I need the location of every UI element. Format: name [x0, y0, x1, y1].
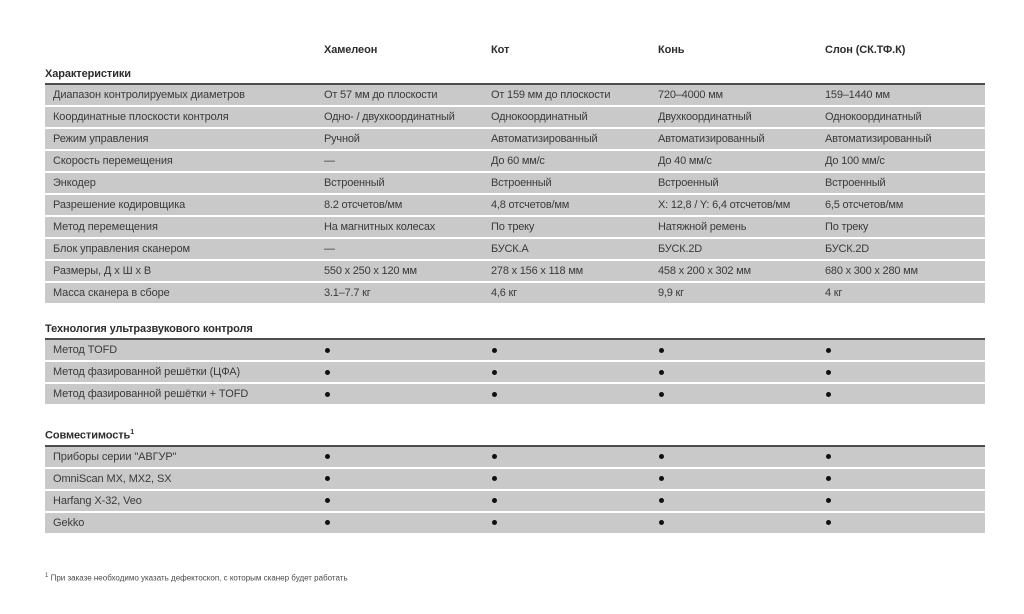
- table-row: [45, 151, 985, 171]
- cell-value: Двухкоординатный: [658, 111, 752, 123]
- cell-value: 278 x 156 x 118 мм: [491, 265, 584, 277]
- table-row: [45, 261, 985, 281]
- section-title: Характеристики: [45, 68, 131, 80]
- section-title-superscript: 1: [130, 429, 134, 436]
- bullet-icon: [492, 392, 497, 397]
- bullet-icon: [492, 454, 497, 459]
- row-label: Метод перемещения: [53, 221, 158, 233]
- bullet-icon: [325, 370, 330, 375]
- table-row: [45, 491, 985, 511]
- table-row: [45, 362, 985, 382]
- row-label: Масса сканера в сборе: [53, 287, 170, 299]
- bullet-icon: [325, 454, 330, 459]
- cell-value: [818, 495, 985, 507]
- cell-value: —: [324, 243, 335, 255]
- row-label: Метод фазированной решётки (ЦФА): [53, 366, 241, 378]
- table-row: [45, 384, 985, 404]
- bullet-icon: [492, 370, 497, 375]
- bullet-icon: [325, 392, 330, 397]
- cell-value: До 60 мм/с: [491, 155, 545, 167]
- row-label: Harfang X-32, Veo: [53, 494, 142, 507]
- cell-value: [818, 473, 985, 485]
- bullet-icon: [826, 370, 831, 375]
- row-label: Блок управления сканером: [53, 243, 190, 255]
- cell-value: От 159 мм до плоскости: [491, 89, 611, 101]
- row-label: Метод фазированной решётки + TOFD: [53, 388, 249, 400]
- table-row: [45, 340, 985, 360]
- cell-value: [484, 473, 651, 485]
- bullet-icon: [492, 520, 497, 525]
- table-row: [45, 129, 985, 149]
- cell-value: По треку: [491, 221, 535, 233]
- cell-value: Одно- / двухкоординатный: [324, 111, 455, 123]
- cell-value: От 57 мм до плоскости: [324, 89, 438, 101]
- bullet-icon: [659, 370, 664, 375]
- bullet-icon: [492, 498, 497, 503]
- table-row: [45, 447, 985, 467]
- bullet-icon: [659, 348, 664, 353]
- table-row: [45, 195, 985, 215]
- footnote-superscript: 1: [45, 572, 49, 579]
- cell-value: [651, 366, 818, 378]
- cell-value: Однокоординатный: [491, 111, 588, 123]
- cell-value: 4 кг: [825, 287, 843, 299]
- row-label: Размеры, Д х Ш х В: [53, 265, 152, 277]
- table-row: [45, 107, 985, 127]
- column-header-kon: Конь: [658, 44, 685, 56]
- cell-value: —: [324, 155, 335, 167]
- cell-value: БУСК.2D: [825, 243, 870, 255]
- column-header-row: [45, 0, 985, 56]
- bullet-icon: [826, 476, 831, 481]
- cell-value: [484, 517, 651, 529]
- corner-spacer: [45, 44, 317, 56]
- cell-value: БУСК.2D: [658, 243, 703, 255]
- cell-value: [317, 473, 484, 485]
- cell-value: Встроенный: [491, 177, 552, 189]
- cell-value: Встроенный: [825, 177, 886, 189]
- bullet-icon: [826, 454, 831, 459]
- section-title: Совместимость$^1$: [45, 429, 134, 442]
- bullet-icon: [659, 520, 664, 525]
- bullet-icon: [659, 476, 664, 481]
- row-label: Диапазон контролируемых диаметров: [53, 89, 245, 101]
- column-header-khameleon: Хамелеон: [324, 44, 378, 56]
- cell-value: [484, 366, 651, 378]
- section-table: [45, 338, 985, 404]
- cell-value: До 40 мм/с: [658, 155, 712, 167]
- cell-value: [484, 344, 651, 356]
- cell-value: 3.1–7.7 кг: [324, 287, 371, 299]
- table-row: [45, 469, 985, 489]
- row-label: Приборы серии "АВГУР": [53, 450, 177, 463]
- row-label: Gekko: [53, 516, 85, 529]
- cell-value: [317, 517, 484, 529]
- cell-value: [818, 366, 985, 378]
- cell-value: [317, 388, 484, 400]
- table-row: [45, 239, 985, 259]
- cell-value: До 100 мм/с: [825, 155, 885, 167]
- cell-value: X: 12,8 / Y: 6,4 отсчетов/мм: [658, 199, 791, 211]
- cell-value: По треку: [825, 221, 869, 233]
- section-1: [45, 323, 985, 404]
- cell-value: 458 x 200 x 302 мм: [658, 265, 751, 277]
- column-header-kot: Кот: [491, 44, 510, 56]
- bullet-icon: [325, 520, 330, 525]
- column-header-slon: Слон (СК.ТФ.К): [825, 44, 906, 56]
- section-table: [45, 445, 985, 533]
- section-title: Технология ультразвукового контроля: [45, 323, 253, 335]
- section-table: [45, 83, 985, 303]
- cell-value: Автоматизированный: [658, 133, 765, 145]
- bullet-icon: [659, 392, 664, 397]
- cell-value: 159–1440 мм: [825, 89, 890, 101]
- footnote: [45, 573, 985, 583]
- sections: [45, 68, 985, 533]
- row-label: Метод TOFD: [53, 344, 118, 356]
- cell-value: 680 x 300 x 280 мм: [825, 265, 918, 277]
- cell-value: Однокоординатный: [825, 111, 922, 123]
- cell-value: Встроенный: [324, 177, 385, 189]
- cell-value: [818, 451, 985, 463]
- bullet-icon: [826, 348, 831, 353]
- cell-value: [317, 451, 484, 463]
- bullet-icon: [659, 454, 664, 459]
- cell-value: [818, 517, 985, 529]
- cell-value: [651, 473, 818, 485]
- bullet-icon: [325, 476, 330, 481]
- bullet-icon: [826, 392, 831, 397]
- content: [45, 0, 985, 582]
- row-label: Координатные плоскости контроля: [53, 111, 229, 123]
- cell-value: [651, 495, 818, 507]
- cell-value: [317, 344, 484, 356]
- table-row: [45, 513, 985, 533]
- row-label: Разрешение кодировщика: [53, 199, 186, 211]
- cell-value: [818, 388, 985, 400]
- section-0: [45, 68, 985, 303]
- cell-value: Автоматизированный: [491, 133, 598, 145]
- cell-value: [484, 495, 651, 507]
- cell-value: [651, 388, 818, 400]
- cell-value: [484, 388, 651, 400]
- bullet-icon: [826, 498, 831, 503]
- cell-value: [317, 495, 484, 507]
- bullet-icon: [659, 498, 664, 503]
- cell-value: [651, 517, 818, 529]
- cell-value: Ручной: [324, 133, 360, 145]
- cell-value: Натяжной ремень: [658, 221, 747, 233]
- row-label: Скорость перемещения: [53, 155, 173, 167]
- cell-value: 4,8 отсчетов/мм: [491, 199, 570, 211]
- cell-value: [818, 344, 985, 356]
- table-row: [45, 85, 985, 105]
- row-label: Режим управления: [53, 133, 149, 145]
- bullet-icon: [325, 498, 330, 503]
- cell-value: [651, 344, 818, 356]
- cell-value: Встроенный: [658, 177, 719, 189]
- cell-value: 8.2 отсчетов/мм: [324, 199, 403, 211]
- cell-value: 9,9 кг: [658, 287, 684, 299]
- cell-value: На магнитных колесах: [324, 221, 436, 233]
- table-row: [45, 173, 985, 193]
- row-label: OmniScan MX, MX2, SX: [53, 472, 172, 485]
- cell-value: 720–4000 мм: [658, 89, 723, 101]
- row-label: Энкодер: [53, 177, 96, 189]
- bullet-icon: [325, 348, 330, 353]
- section-2: [45, 429, 985, 533]
- cell-value: БУСК.А: [491, 243, 529, 255]
- cell-value: 4,6 кг: [491, 287, 517, 299]
- cell-value: [651, 451, 818, 463]
- cell-value: 550 x 250 x 120 мм: [324, 265, 417, 277]
- cell-value: [317, 366, 484, 378]
- cell-value: 6,5 отсчетов/мм: [825, 199, 904, 211]
- table-row: [45, 283, 985, 303]
- cell-value: [484, 451, 651, 463]
- bullet-icon: [492, 476, 497, 481]
- bullet-icon: [826, 520, 831, 525]
- footnote-text: При заказе необходимо указать дефектоскоп, с которым сканер будет работать: [50, 573, 348, 583]
- cell-value: Автоматизированный: [825, 133, 932, 145]
- bullet-icon: [492, 348, 497, 353]
- table-row: [45, 217, 985, 237]
